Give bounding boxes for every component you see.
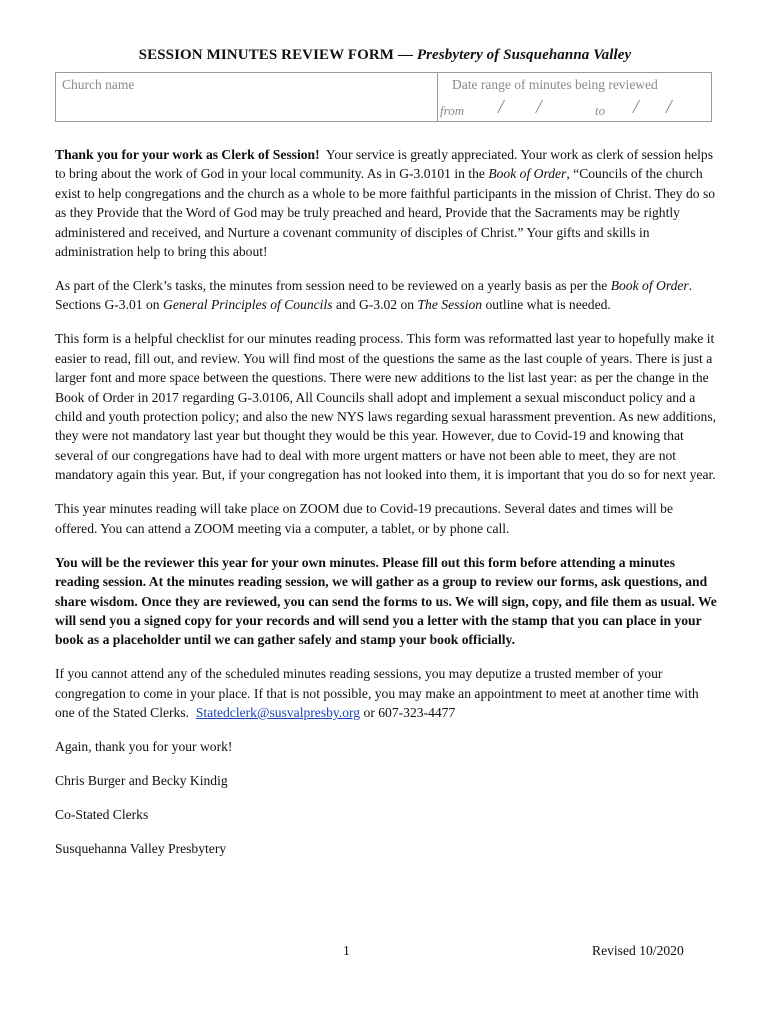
paragraph-reviewer-instructions: You will be the reviewer this year for your own minutes. Please fill out this form before attending a minutes reading session. At the minutes reading session, we will gather as a group to review our forms, ask questions, and share wisdom. Once they are reviewed, you can send the forms to us. We will sign, copy, and file them as usual. We will send you a signed copy for your records and will send you a letter with the stamp that you can place in your book as a placeholder until we can gather safely and stamp your book officially.	[55, 554, 717, 648]
paragraph-thanks	[55, 145, 717, 261]
date-to-slash-1: /	[633, 96, 639, 118]
signature-names: Chris Burger and Becky Kindig	[55, 773, 228, 789]
signature-organization: Susquehanna Valley Presbytery	[55, 841, 227, 857]
form-divider	[437, 73, 438, 121]
letter-body	[55, 145, 717, 873]
book-of-order-ref: Book of Order	[488, 166, 567, 182]
date-from-slash-2: /	[536, 96, 542, 118]
thanks-heading: Thank you for your work as Clerk of Session!	[55, 147, 320, 162]
signature-title: Co-Stated Clerks	[55, 807, 149, 823]
book-of-order-ref: Book of Order	[610, 278, 689, 294]
date-range-label: Date range of minutes being reviewed	[452, 77, 658, 92]
paragraph-text: and G-3.02 on	[335, 297, 415, 313]
paragraph-text: , “Councils of the church exist to help congregations and the church as a whole to be more faithful participants in the mission of Christ. They do so as they Provide that the Word of God may be truly preached and heard, Provide that the Sacraments may be rightly administered and received, and Nurture a covenant community of disciples of Christ.” Your gifts and skills in administration help to bring this about!	[55, 166, 716, 260]
paragraph-text: As part of the Clerk’s tasks, the minutes from session need to be reviewed on a yearly basis as per the	[55, 278, 608, 294]
date-to-slash-2: /	[666, 96, 672, 118]
paragraph-text: . Sections G-3.01 on	[55, 278, 693, 313]
title-subtitle: Presbytery of Susquehanna Valley	[416, 47, 632, 63]
church-name-field[interactable]: Church name	[62, 77, 135, 92]
paragraph-closing: Again, thank you for your work!	[55, 739, 233, 755]
date-from-slash-1: /	[498, 96, 504, 118]
paragraph-zoom: This year minutes reading will take place on ZOOM due to Covid-19 precautions. Several dates and times will be offered. You can attend a ZOOM meeting via a computer, a tablet, or by phone call.	[55, 501, 673, 536]
the-session-ref: The Session	[417, 297, 483, 313]
general-principles-ref: General Principles of Councils	[163, 297, 333, 313]
email-link[interactable]: Statedclerk@susvalpresby.org	[195, 705, 361, 721]
paragraph-checklist: This form is a helpful checklist for our minutes reading process. This form was reformatted last year to hopefully make it easier to read, fill out, and review. You will find most of the questions the same as the last couple of years. There is just a larger font and more space between the questions. There were new additions to the list last year: as per the change in the Book of Order in 2017 regarding G-3.0106, All Councils shall adopt and implement a sexual misconduct policy and a child and youth protection policy; and also the new NYS laws regarding sexual harassment prevention. As new additions, they were not mandatory last year but thought they would be this year. However, due to Covid-19 and knowing that several of our congregations have had to deal with more urgent matters or have not been able to meet, they are not mandatory again this year. But, if your congregation has not looked into them, it is important that you do so for next year.	[55, 331, 717, 483]
paragraph-clerk-tasks	[55, 276, 717, 315]
paragraph-text: outline what is needed.	[485, 297, 611, 313]
paragraph-text: If you cannot attend any of the scheduled minutes reading sessions, you may deputize a trusted member of your congregation to come in your place. If that is not possible, you may make an appointment to meet at another time with one of the Stated Clerks.	[55, 666, 699, 721]
paragraph-text: Your service is greatly appreciated. Your work as clerk of session helps to bring about the work of God in your local community. As in G-3.0101 in the	[55, 147, 714, 182]
page-title	[0, 47, 770, 64]
page-number: 1	[343, 943, 350, 958]
paragraph-deputize	[55, 664, 717, 722]
date-to-field[interactable]: to	[595, 103, 606, 118]
date-from-field[interactable]: from	[440, 103, 465, 118]
revision-date: Revised 10/2020	[592, 943, 684, 958]
phone-number: or 607-323-4477	[363, 705, 456, 721]
title-main: SESSION MINUTES REVIEW FORM —	[138, 47, 413, 63]
signature-block	[55, 771, 717, 858]
header-form-box	[55, 72, 712, 122]
